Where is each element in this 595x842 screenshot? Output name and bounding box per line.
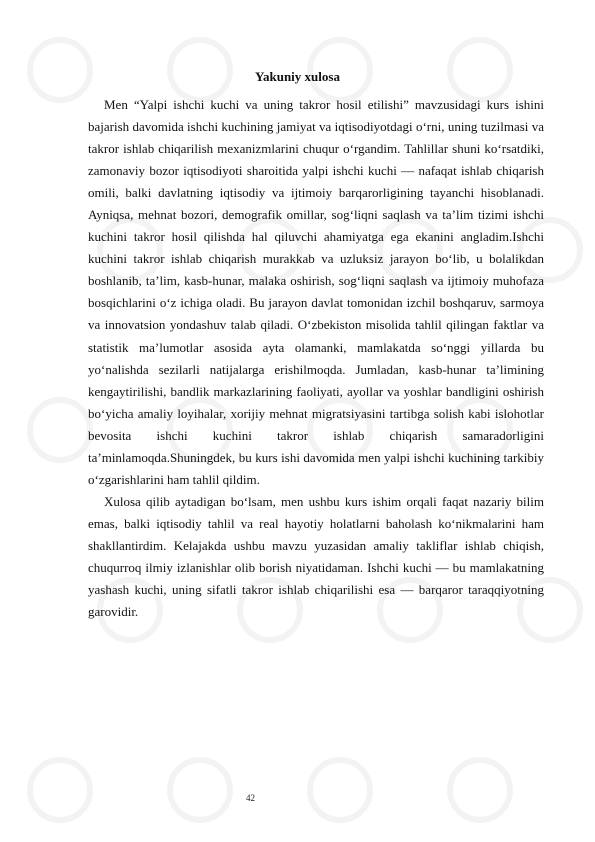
paragraph-2: Xulosa qilib aytadigan bo‘lsam, men ushbu kurs ishim orqali faqat nazariy bilim emas, balki iqtisodiy tahlil va real hayotiy holatlarni baholash ko‘nikmalarini ham shakllantirdim. Kelajakda ushbu mavzu yuzasidan amaliy takliflar ishlab chiqish, chuqurroq ilmiy izlanishlar olib borish niyatidaman. Ishchi kuchi — bu mamlakatning yashash kuchi, uning sifatli takror ishlab chiqarilishi esa — barqaror taraqqiyotning garovidir. bbox=[88, 493, 544, 620]
section-heading: Yakuniy xulosa bbox=[255, 69, 340, 84]
body-text bbox=[88, 94, 544, 623]
paragraph-1: Men “Yalpi ishchi kuchi va uning takror hosil etilishi” mavzusidagi kurs ishini bajarish davomida ishchi kuchining jamiyat va iqtisodiyotdagi o‘rni, uning tuzilmasi va takror ishlab chiqarilish mexanizmlarini chuqur o‘rgandim. Tahlillar shuni ko‘rsatdiki, zamonaviy bozor iqtisodiyoti sharoitida yalpi ishchi kuchi — nafaqat ishlab chiqarish omili, balki davlatning iqtisodiy va ijtimoiy barqarorligining tayanchi hisoblanadi. Ayniqsa, mehnat bozori, demografik omillar, sog‘liqni saqlash va ta’lim tizimi ishchi kuchini takror hosil qilishda hal qiluvchi ahamiyatga ega ekanini angladim.Ishchi kuchini takror ishlab chiqarish murakkab va uzluksiz jarayon bo‘lib, u bolalikdan boshlanib, ta’lim, kasb-hunar, malaka oshirish, sog‘liqni saqlash va ijtimoiy muhofaza bosqichlarini o‘z ichiga oladi. Bu jarayon davlat tomonidan izchil boshqaruv, sarmoya va innovatsion yondashuv talab qiladi. O‘zbekiston misolida tahlil qilingan faktlar va statistik ma’lumotlar asosida ayta olamanki, mamlakatda so‘nggi yillarda bu yo‘nalishda sezilarli natijalarga erishilmoqda. Jumladan, kasb-hunar ta’limining kengaytirilishi, bandlik markazlarining faoliyati, ayollar va yoshlar bandligini oshirish bo‘yicha amaliy loyihalar, xorijiy mehnat migratsiyasini tartibga solish kabi islohotlar bevosita ishchi kuchini takror ishlab chiqarish samaradorligini ta’minlamoqda.Shuningdek, bu kurs ishi davomida men yalpi ishchi kuchining tarkibiy o‘zgarishlarini ham tahlil qildim. bbox=[88, 97, 544, 487]
page-number: 42 bbox=[246, 793, 255, 803]
